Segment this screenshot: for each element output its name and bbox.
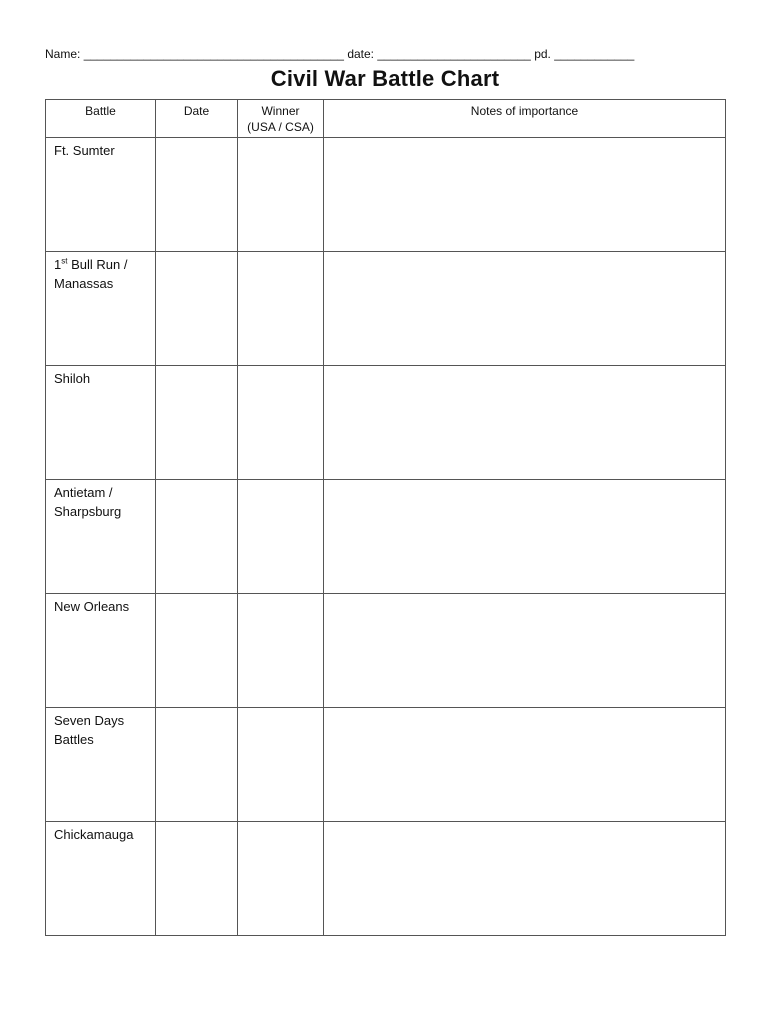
notes-cell[interactable]: [324, 480, 726, 594]
battle-cell: Shiloh: [46, 366, 156, 480]
period-field[interactable]: ____________: [554, 47, 635, 61]
table-row: [46, 822, 726, 936]
battle-cell: 1st Bull Run / Manassas: [46, 252, 156, 366]
notes-cell[interactable]: [324, 252, 726, 366]
table-row: [46, 252, 726, 366]
column-header-notes: Notes of importance: [324, 100, 726, 138]
battle-cell: Antietam / Sharpsburg: [46, 480, 156, 594]
column-header-winner: Winner (USA / CSA): [238, 100, 324, 138]
date-cell[interactable]: [156, 708, 238, 822]
date-cell[interactable]: [156, 252, 238, 366]
column-header-date: Date: [156, 100, 238, 138]
table-row: [46, 366, 726, 480]
table-row: [46, 480, 726, 594]
notes-cell[interactable]: [324, 822, 726, 936]
winner-cell[interactable]: [238, 594, 324, 708]
student-info-line: [45, 47, 725, 61]
column-header-battle: Battle: [46, 100, 156, 138]
battle-cell: Seven Days Battles: [46, 708, 156, 822]
notes-cell[interactable]: [324, 594, 726, 708]
column-header-winner-sub: (USA / CSA): [247, 120, 314, 134]
winner-cell[interactable]: [238, 480, 324, 594]
date-cell[interactable]: [156, 480, 238, 594]
winner-cell[interactable]: [238, 252, 324, 366]
battle-chart-table: [45, 99, 726, 936]
notes-cell[interactable]: [324, 366, 726, 480]
date-field[interactable]: _______________________: [377, 47, 531, 61]
date-cell[interactable]: [156, 138, 238, 252]
winner-cell[interactable]: [238, 822, 324, 936]
winner-cell[interactable]: [238, 138, 324, 252]
page-title: Civil War Battle Chart: [270, 66, 500, 91]
battle-cell: New Orleans: [46, 594, 156, 708]
winner-cell[interactable]: [238, 366, 324, 480]
date-label: date:: [347, 47, 375, 61]
period-label: pd.: [534, 47, 551, 61]
winner-cell[interactable]: [238, 708, 324, 822]
date-cell[interactable]: [156, 594, 238, 708]
table-row: [46, 594, 726, 708]
table-row: [46, 138, 726, 252]
date-cell[interactable]: [156, 822, 238, 936]
battle-cell: Ft. Sumter: [46, 138, 156, 252]
notes-cell[interactable]: [324, 138, 726, 252]
table-header-row: [46, 100, 726, 138]
battle-cell: Chickamauga: [46, 822, 156, 936]
table-row: [46, 708, 726, 822]
name-field[interactable]: _______________________________________: [83, 47, 344, 61]
date-cell[interactable]: [156, 366, 238, 480]
notes-cell[interactable]: [324, 708, 726, 822]
name-label: Name:: [45, 47, 81, 61]
